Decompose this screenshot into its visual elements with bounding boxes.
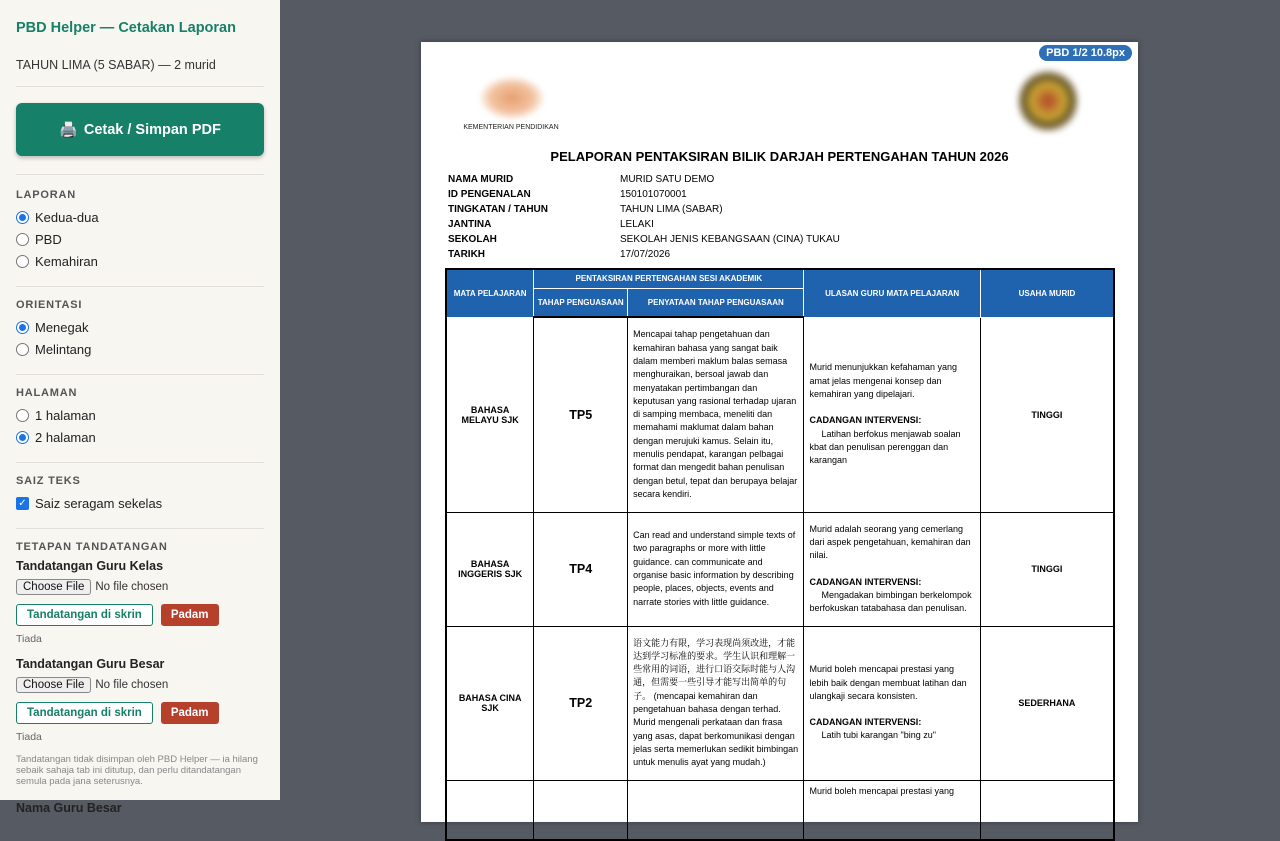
saiz-title: SAIZ TEKS — [16, 475, 81, 487]
header-mata-pelajaran: MATA PELAJARAN — [446, 269, 534, 317]
guru-kelas-choose-file[interactable]: Choose File — [16, 579, 91, 595]
header-pentaksiran: PENTAKSIRAN PERTENGAHAN SESI AKADEMIK — [534, 269, 804, 288]
guru-besar-status: Tiada — [16, 731, 42, 743]
report-page — [421, 42, 1138, 822]
laporan-title: LAPORAN — [16, 189, 76, 201]
guru-kelas-delete-button[interactable]: Padam — [161, 604, 219, 626]
laporan-option-kemahiran[interactable]: Kemahiran — [16, 250, 264, 272]
header-penyataan: PENYATAAN TAHAP PENGUASAAN — [628, 288, 804, 317]
printer-icon: 🖨️ — [59, 121, 78, 139]
orientasi-section — [16, 286, 264, 360]
saiz-section — [16, 462, 264, 514]
page-badge: PBD 1/2 10.8px — [1039, 45, 1132, 61]
table-row: BAHASA MELAYU SJK TP5 Mencapai tahap pengetahuan dan kemahiran bahasa yang sangat baik dalam memberi maklum balas semasa menghuraikan, bersoal jawab dan menyatakan pertimbangan dan keputusan yang rasional terhadap ujaran di samping membaca, meneliti dan memahami maklumat dalam bahan dengan merujuki kamus. Selain itu, menulis pendapat, karangan pelbagai format dan mengedit bahan penulisan dengan betul, tepat dan berupaya belajar secara kendiri. Murid menunjukkan kefahaman yang amat jelas mengenai konsep dan kemahiran yang dipelajari. CADANGAN INTERVENSI: Latihan berfokus menjawab soalan kbat dan penulisan perenggan dan karangan TINGGI — [446, 317, 1114, 512]
radio-1-halaman[interactable] — [16, 409, 29, 422]
guru-besar-delete-button[interactable]: Padam — [161, 702, 219, 724]
info-row: SEKOLAH SEKOLAH JENIS KEBANGSAAN (CINA) TUKAU — [448, 234, 840, 245]
guru-besar-sign-button[interactable]: Tandatangan di skrin — [16, 702, 153, 724]
laporan-option-kedua[interactable]: Kedua-dua — [16, 206, 264, 228]
guru-besar-file-status: No file chosen — [95, 679, 169, 691]
radio-kemahiran[interactable] — [16, 255, 29, 268]
radio-melintang[interactable] — [16, 343, 29, 356]
halaman-option-1[interactable]: 1 halaman — [16, 404, 264, 426]
ministry-logo-caption: KEMENTERIAN PENDIDIKAN — [463, 124, 559, 131]
radio-kedua[interactable] — [16, 211, 29, 224]
app-title: PBD Helper — Cetakan Laporan — [16, 20, 236, 36]
nama-guru-besar-label: Nama Guru Besar — [16, 801, 122, 815]
school-logo — [1017, 68, 1079, 134]
table-row: BAHASA CINA SJK TP2 语文能力有限，学习表现尚须改进，才能达到学习标准的要求。学生认识和理解一些常用的词语，进行口语交际时能与人沟通，但需要一些引导才能写出简单的句子。 (mencapai kemahiran dan pengetahuan bahasa dengan terhad. Murid mengenali perkataan dan frasa yang asas, dapat berkomunikasi dengan jelas serta memerlukan sedikit bimbingan untuk menulis ayat yang mudah.) Murid boleh mencapai prestasi yang lebih baik dengan membuat latihan dan ulangkaji secara konsisten. CADANGAN INTERVENSI: Latih tubi karangan "bing zu" SEDERHANA — [446, 626, 1114, 780]
halaman-section — [16, 374, 264, 448]
saiz-seragam-option[interactable]: ✓ Saiz seragam sekelas — [16, 492, 264, 514]
check-icon[interactable]: ✓ — [16, 497, 29, 510]
guru-kelas-status: Tiada — [16, 633, 42, 645]
tandatangan-title: TETAPAN TANDATANGAN — [16, 541, 168, 553]
table-row: BAHASA INGGERIS SJK TP4 Can read and understand simple texts of two paragraphs or more with little guidance. can communicate and organise basic information by describing people, places, objects, events and narrate stories with little guidance. Murid adalah seorang yang cemerlang dari aspek pengetahuan, kemahiran dan nilai. CADANGAN INTERVENSI: Mengadakan bimbingan berkelompok berfokuskan tatabahasa dan penulisan. TINGGI — [446, 512, 1114, 626]
info-row: JANTINA LELAKI — [448, 219, 654, 230]
info-row: ID PENGENALAN 150101070001 — [448, 189, 687, 200]
print-pdf-label: Cetak / Simpan PDF — [83, 121, 221, 138]
class-info: TAHUN LIMA (5 SABAR) — 2 murid — [16, 58, 264, 87]
guru-kelas-buttons — [16, 604, 264, 626]
guru-besar-buttons — [16, 702, 264, 724]
sidebar — [0, 0, 280, 815]
tandatangan-section — [16, 528, 264, 815]
radio-menegak[interactable] — [16, 321, 29, 334]
radio-2-halaman[interactable] — [16, 431, 29, 444]
radio-pbd[interactable] — [16, 233, 29, 246]
laporan-option-pbd[interactable]: PBD — [16, 228, 264, 250]
info-row: TINGKATAN / TAHUN TAHUN LIMA (SABAR) — [448, 204, 723, 215]
orientasi-option-melintang[interactable]: Melintang — [16, 338, 264, 360]
guru-kelas-file-status: No file chosen — [95, 581, 169, 593]
header-usaha: USAHA MURID — [980, 269, 1114, 317]
assessment-table — [445, 268, 1115, 841]
guru-kelas-label: Tandatangan Guru Kelas — [16, 559, 164, 573]
guru-besar-choose-file[interactable]: Choose File — [16, 677, 91, 693]
header-tahap: TAHAP PENGUASAAN — [534, 288, 628, 317]
halaman-option-2[interactable]: 2 halaman — [16, 426, 264, 448]
table-row: Murid boleh mencapai prestasi yang — [446, 780, 1114, 840]
guru-kelas-file-row — [16, 579, 264, 595]
info-row: TARIKH 17/07/2026 — [448, 249, 671, 260]
guru-kelas-sign-button[interactable]: Tandatangan di skrin — [16, 604, 153, 626]
orientasi-option-menegak[interactable]: Menegak — [16, 316, 264, 338]
guru-besar-file-row — [16, 677, 264, 693]
report-title: PELAPORAN PENTAKSIRAN BILIK DARJAH PERTENGAHAN TAHUN 2026 — [550, 149, 1009, 164]
signature-note: Tandatangan tidak disimpan oleh PBD Helper — ia hilang sebaik sahaja tab ini ditutup, dan perlu ditandatangan semula pada jana seterusnya. — [16, 754, 258, 787]
halaman-title: HALAMAN — [16, 387, 78, 399]
orientasi-title: ORIENTASI — [16, 299, 83, 311]
student-info — [448, 172, 920, 262]
ministry-logo — [479, 76, 545, 120]
info-row: NAMA MURID MURID SATU DEMO — [448, 174, 715, 185]
laporan-section — [16, 174, 264, 272]
guru-besar-label: Tandatangan Guru Besar — [16, 657, 165, 671]
header-ulasan: ULASAN GURU MATA PELAJARAN — [804, 269, 980, 317]
print-pdf-button[interactable] — [16, 103, 264, 156]
